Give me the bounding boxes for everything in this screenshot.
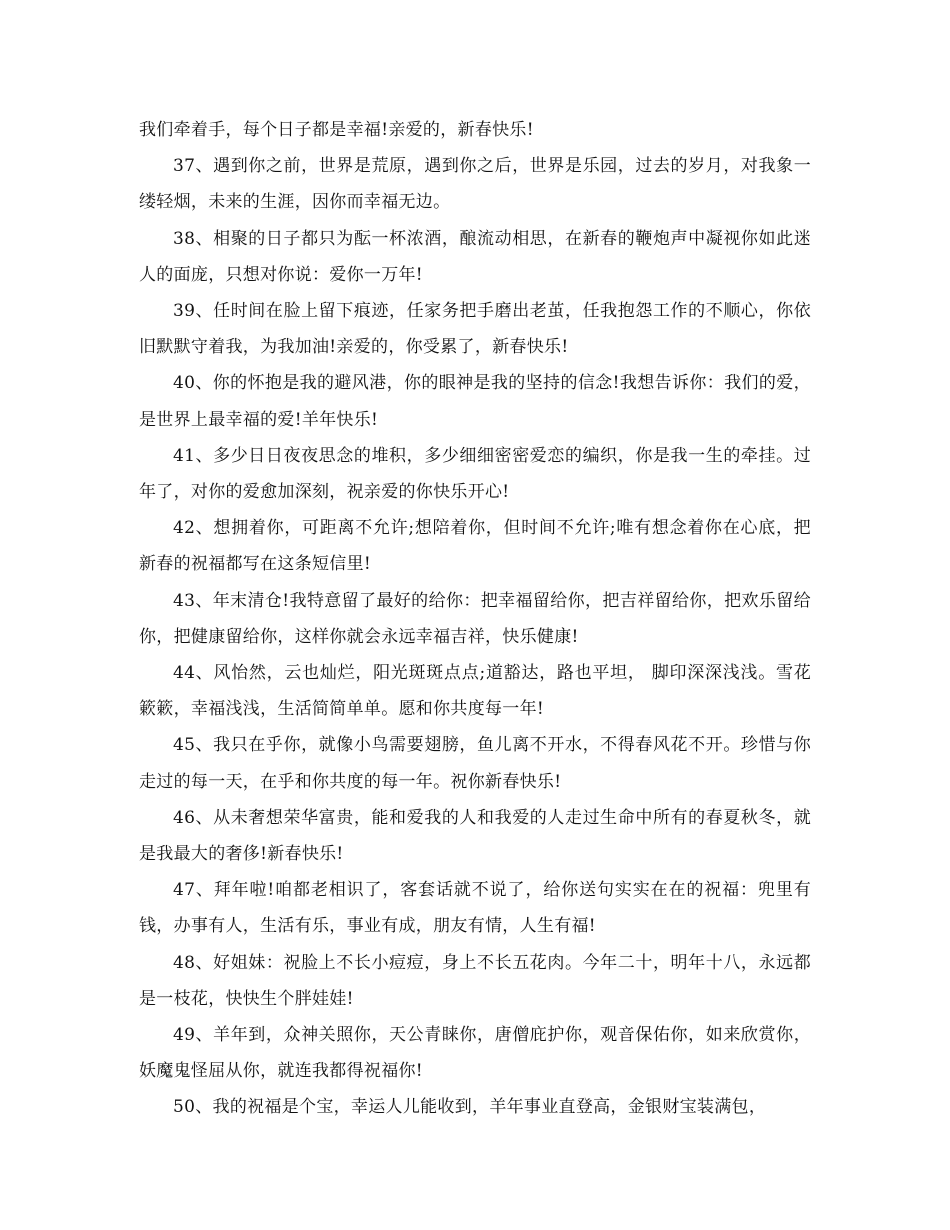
paragraph-37: 37、遇到你之前，世界是荒原，遇到你之后，世界是乐园，过去的岁月，对我象一缕轻烟，未来的生涯，因你而幸福无边。 [139,156,811,213]
paragraph-39: 39、任时间在脸上留下痕迹，任家务把手磨出老茧，任我抱怨工作的不顺心，你依旧默默守着我，为我加油!亲爱的，你受累了，新春快乐! [139,301,811,358]
paragraph-47: 47、拜年啦!咱都老相识了，客套话就不说了，给你送句实实在在的祝福：兜里有钱，办事有人，生活有乐，事业有成，朋友有情，人生有福! [139,880,811,937]
paragraph-41: 41、多少日日夜夜思念的堆积，多少细细密密爱恋的编织，你是我一生的牵挂。过年了，对你的爱愈加深刻，祝亲爱的你快乐开心! [139,445,811,503]
paragraph-44: 44、风怡然，云也灿烂，阳光斑斑点点;道豁达，路也平坦， 脚印深深浅浅。雪花簌簌，幸福浅浅，生活简简单单。愿和你共度每一年! [139,663,811,720]
document-body [139,112,811,1126]
paragraph-40: 40、你的怀抱是我的避风港，你的眼神是我的坚持的信念!我想告诉你：我们的爱，是世界上最幸福的爱!羊年快乐! [139,373,811,430]
paragraph-50: 50、我的祝福是个宝，幸运人儿能收到，羊年事业直登高，金银财宝装满包， [173,1097,767,1118]
paragraph-48: 48、好姐妹：祝脸上不长小痘痘，身上不长五花肉。今年二十，明年十八，永远都是一枝花，快快生个胖娃娃! [139,952,811,1009]
paragraph-45: 45、我只在乎你，就像小鸟需要翅膀，鱼儿离不开水，不得春风花不开。珍惜与你走过的每一天，在乎和你共度的每一年。祝你新春快乐! [139,735,811,792]
paragraph-43: 43、年末清仓!我特意留了最好的给你：把幸福留给你，把吉祥留给你，把欢乐留给你，把健康留给你，这样你就会永远幸福吉祥，快乐健康! [139,590,811,647]
paragraph-38: 38、相聚的日子都只为酝一杯浓酒，酿流动相思，在新春的鞭炮声中凝视你如此迷人的面庞，只想对你说：爱你一万年! [139,228,811,285]
paragraph-continuation: 我们牵着手，每个日子都是幸福!亲爱的，新春快乐! [139,120,534,140]
paragraph-49: 49、羊年到，众神关照你，天公青睐你，唐僧庇护你，观音保佑你，如来欣赏你，妖魔鬼怪屈从你，就连我都得祝福你! [139,1025,811,1082]
paragraph-42: 42、想拥着你，可距离不允许;想陪着你，但时间不允许;唯有想念着你在心底，把新春的祝福都写在这条短信里! [139,518,811,575]
paragraph-46: 46、从未奢想荣华富贵，能和爱我的人和我爱的人走过生命中所有的春夏秋冬，就是我最大的奢侈!新春快乐! [139,807,811,865]
